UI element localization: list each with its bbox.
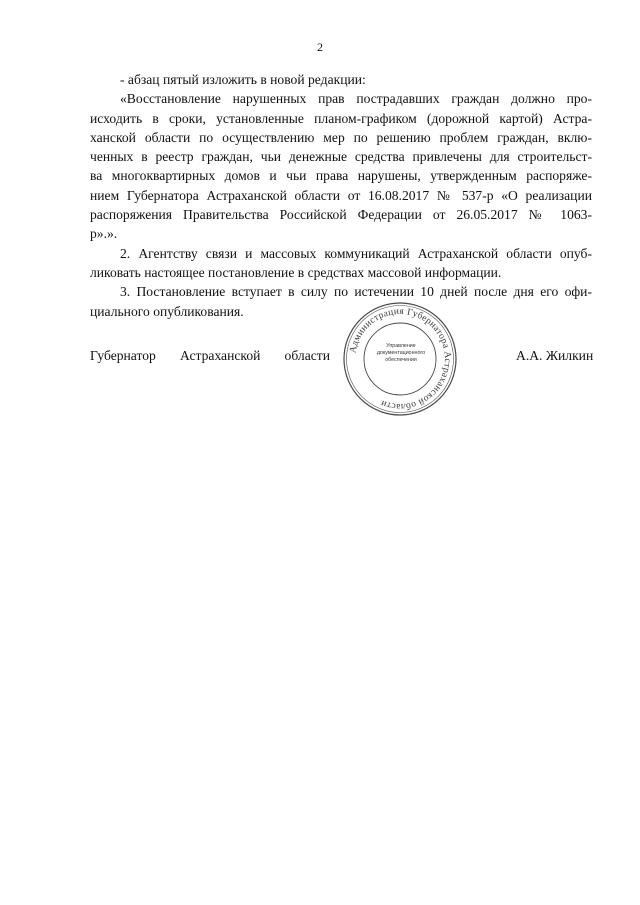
text-line: ва многоквартирных домов и чьи права нарушены, утвержденным распоряже- (90, 168, 592, 184)
text-line: - абзац пятый изложить в новой редакции: (120, 72, 366, 87)
text-line: исходить в сроки, установленные планом-графиком (дорожной картой) Астра- (90, 110, 592, 126)
text-line: нием Губернатора Астраханской области от 16.08.2017 № 537-р «О реализации (90, 187, 592, 203)
stamp-inner-line: обеспечения (385, 357, 417, 363)
stamp-inner-line: документационного (376, 350, 426, 356)
signatory-position: Губернатор Астраханской области (90, 348, 330, 363)
page-number: 2 (317, 40, 323, 54)
signatory-name: А.А. Жилкин (516, 348, 594, 363)
text-line: циального опубликования. (90, 303, 244, 319)
document-body (90, 70, 592, 321)
text-line: ханской области по осуществлению мер по решению проблем граждан, вклю- (90, 129, 592, 145)
text-line: ликовать настоящее постановление в средствах массовой информации. (90, 264, 502, 280)
text-line: р».». (90, 226, 118, 242)
stamp-inner-line: Управление (386, 343, 416, 349)
text-line: ченных в реестр граждан, чьи денежные средства привлечены для строительст- (90, 149, 592, 165)
text-line: распоряжения Правительства Российской Федерации от 26.05.2017 № 1063- (90, 207, 592, 223)
text-line: 2. Агентству связи и массовых коммуникаций Астраханской области опуб- (120, 245, 592, 261)
text-line: «Восстановление нарушенных прав пострадавших граждан должно про- (120, 91, 592, 107)
stamp-outer-text: Администрация Губернатора Астраханской области (348, 306, 453, 412)
text-line: 3. Постановление вступает в силу по истечении 10 дней после дня его офи- (120, 284, 592, 300)
stamp-inner-text (376, 343, 426, 364)
